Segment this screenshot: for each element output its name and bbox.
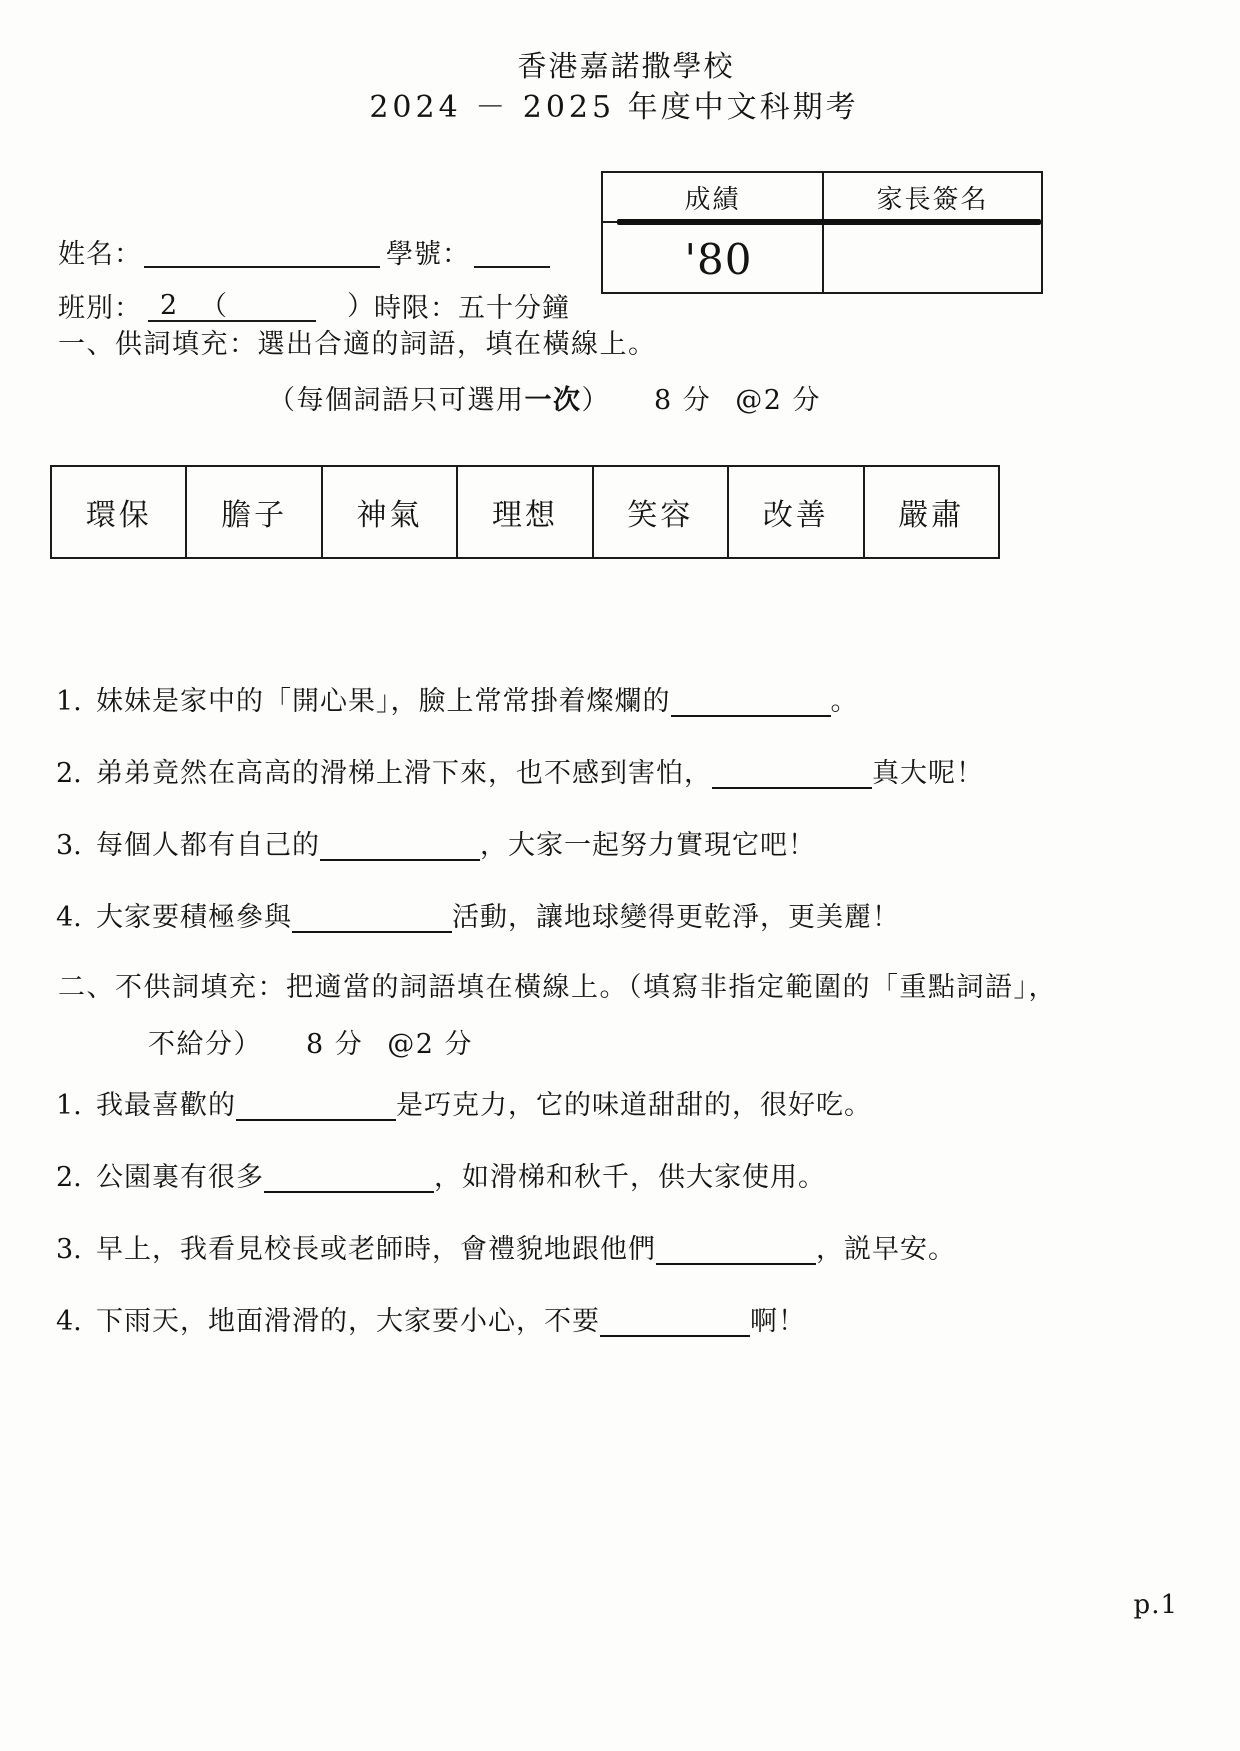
section2-heading: 二、不供詞填充：把適當的詞語填在橫線上。（填寫非指定範圍的「重點詞語」， (58, 972, 1057, 1003)
question-text-after: 是巧克力，它的味道甜甜的，很好吃。 (396, 1090, 872, 1122)
question-number: 3. (56, 1234, 82, 1265)
score-header: 成績 (684, 185, 741, 215)
word-bank-cell[interactable]: 笑容 (594, 467, 729, 557)
question-number: 2. (56, 1162, 82, 1193)
class-value: 2 (160, 290, 179, 321)
question-number: 4. (56, 1306, 82, 1337)
student-id-input[interactable] (474, 241, 550, 268)
question-row (56, 1090, 872, 1121)
question-number: 2. (56, 758, 82, 789)
question-text-before: 公園裏有很多 (96, 1162, 264, 1194)
answer-blank[interactable] (600, 1311, 750, 1337)
question-text-after: 。 (830, 686, 859, 718)
class-row (58, 276, 570, 322)
question-text-after: ，如滑梯和秋千，供大家使用。 (434, 1162, 826, 1194)
question-row (56, 686, 859, 717)
question-number: 4. (56, 902, 82, 933)
name-input[interactable] (144, 241, 380, 268)
class-paren: （ ） (200, 291, 396, 322)
question-text-before: 每個人都有自己的 (96, 830, 320, 862)
score-value: '80 (684, 235, 753, 284)
section2-subheading (148, 1022, 473, 1061)
student-info-block (58, 222, 570, 322)
page-header (0, 49, 1240, 125)
word-bank-cell[interactable]: 理想 (458, 467, 593, 557)
answer-blank[interactable] (656, 1239, 816, 1265)
section1-heading: 一、供詞填充：選出合適的詞語，填在橫線上。 (58, 329, 657, 360)
class-input[interactable] (148, 290, 396, 322)
answer-blank[interactable] (320, 835, 480, 861)
question-text-before: 大家要積極參與 (96, 902, 292, 934)
question-text-before: 妹妹是家中的「開心果」，臉上常常掛着燦爛的 (96, 686, 671, 718)
section1-total-points: 8 分 (654, 385, 712, 416)
word-bank-cell[interactable]: 膽子 (187, 467, 322, 557)
question-text-after: 活動，讓地球變得更乾淨，更美麗！ (452, 902, 900, 934)
question-row (56, 1162, 826, 1193)
question-row (56, 830, 816, 861)
word-bank-cell[interactable]: 嚴肅 (898, 498, 965, 533)
section1-sub-bold: 一次 (524, 385, 582, 416)
answer-blank[interactable] (712, 763, 872, 789)
question-row (56, 902, 900, 933)
question-text-before: 早上，我看見校長或老師時，會禮貌地跟他們 (96, 1234, 656, 1266)
question-row (56, 1234, 956, 1265)
student-id-label: 學號： (386, 239, 470, 270)
question-text-before: 我最喜歡的 (96, 1090, 236, 1122)
question-row (56, 1306, 806, 1337)
answer-blank[interactable] (236, 1095, 396, 1121)
exam-year: 2024 － 2025 (369, 90, 616, 125)
school-name: 香港嘉諾撒學校 (517, 49, 735, 83)
section1-per-point: @2 分 (735, 385, 822, 416)
question-text-after: ，大家一起努力實現它吧！ (480, 830, 816, 862)
exam-subject: 年度中文科期考 (627, 90, 859, 125)
word-bank-cell[interactable]: 神氣 (323, 467, 458, 557)
time-limit-label: 時限：五十分鐘 (374, 293, 570, 324)
section1-sub-post: ） (581, 385, 610, 416)
word-bank-cell[interactable]: 環保 (52, 467, 187, 557)
question-row (56, 758, 984, 789)
question-text-after: 真大呢！ (872, 758, 984, 790)
name-label: 姓名： (58, 239, 142, 270)
class-label: 班別： (58, 293, 142, 324)
word-bank-cell[interactable]: 改善 (729, 467, 864, 557)
question-number: 3. (56, 830, 82, 861)
page-number: p.1 (1133, 1590, 1178, 1620)
question-text-after: ，説早安。 (816, 1234, 956, 1266)
exam-title (0, 90, 1234, 125)
answer-blank[interactable] (264, 1167, 434, 1193)
question-text-after: 啊！ (750, 1306, 806, 1338)
answer-blank[interactable] (292, 907, 452, 933)
question-text-before: 下雨天，地面滑滑的，大家要小心，不要 (96, 1306, 600, 1338)
question-number: 1. (56, 686, 82, 717)
name-row (58, 222, 570, 268)
question-text-before: 弟弟竟然在高高的滑梯上滑下來，也不感到害怕， (96, 758, 712, 790)
score-table (601, 171, 1043, 294)
question-number: 1. (56, 1090, 82, 1121)
section2-total-points: 8 分 (306, 1029, 364, 1060)
section1-sub-pre: （每個詞語只可選用 (268, 385, 525, 416)
parent-signature-header: 家長簽名 (876, 185, 989, 215)
answer-blank[interactable] (671, 691, 831, 717)
section1-subheading (268, 378, 821, 417)
word-bank-table (50, 465, 1000, 559)
section2-heading-line2: 不給分） (148, 1029, 262, 1060)
section2-per-point: @2 分 (387, 1029, 474, 1060)
